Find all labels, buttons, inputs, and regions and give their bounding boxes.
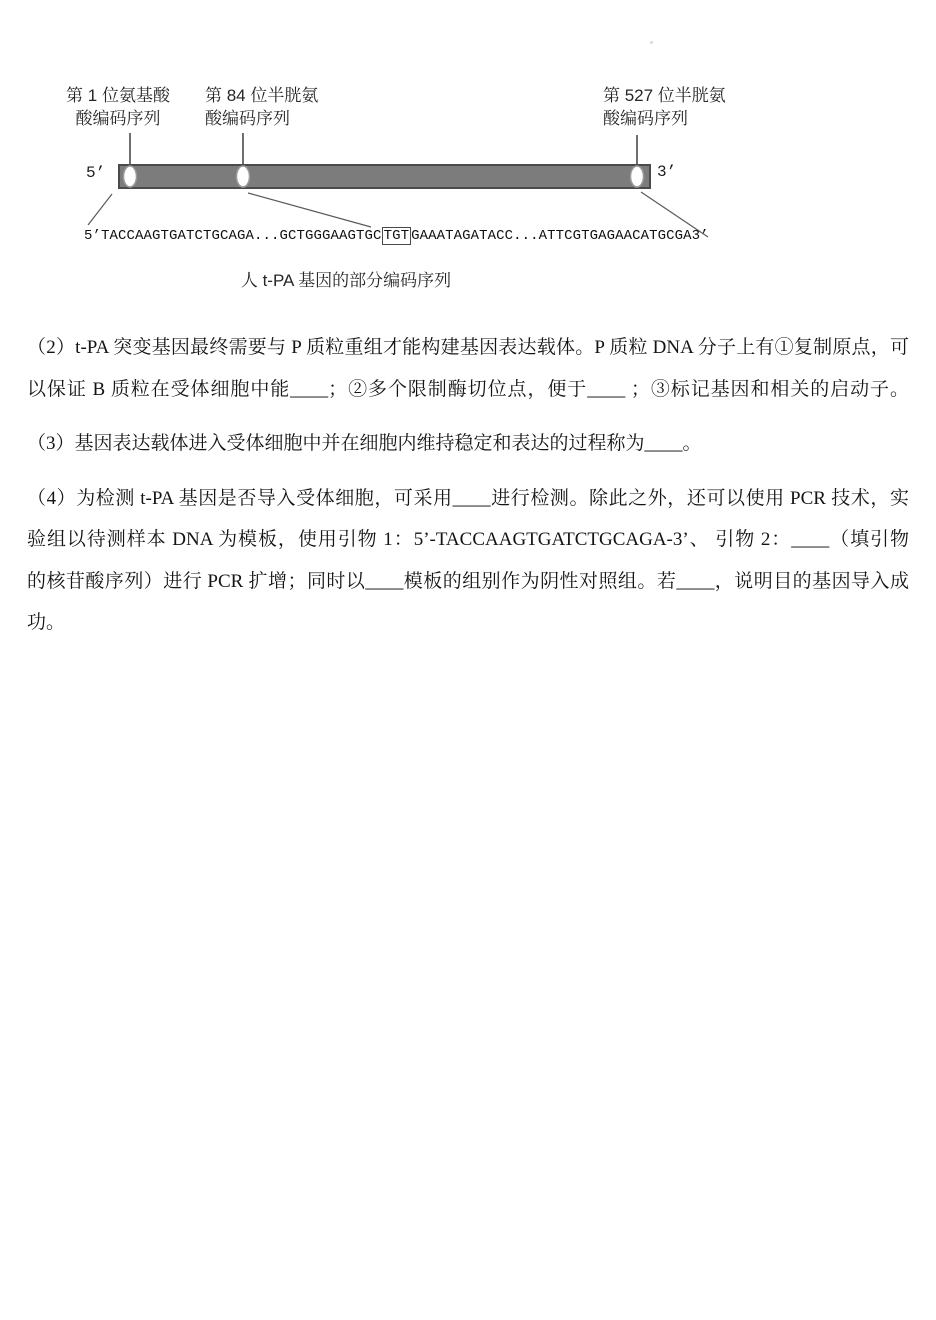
question-2 [27, 327, 909, 410]
question-4 [27, 478, 909, 644]
stray-mark [650, 41, 653, 44]
sequence-prefix: 5’TACCAAGTGATCTGCAGA...GCTGGGAAGTGC [84, 228, 382, 244]
question-2-line-1: （2）t-PA 突变基因最终需要与 P 质粒重组才能构建基因表达载体。P 质粒 DNA 分子上有①复制原点，可 [27, 337, 909, 358]
codon-site-2 [237, 166, 250, 187]
codon-site-3 [631, 166, 644, 187]
gene-bar [119, 165, 650, 188]
question-4-line-1: （4）为检测 t-PA 基因是否导入受体细胞，可采用____进行检测。除此之外，还可以使用 PCR 技术，实 [27, 487, 909, 509]
leader-line-1 [88, 194, 112, 225]
question-4-line-4: 功。 [27, 612, 66, 633]
question-2-line-2: 以保证 B 质粒在受体细胞中能____；②多个限制酶切位点，便于____ ；③标记基因和相关的启动子。 [27, 378, 909, 400]
question-4-line-3: 的核苷酸序列）进行 PCR 扩增；同时以____模板的组别作为阴性对照组。若____，说明目的基因导入成 [27, 570, 909, 592]
leader-line-2 [248, 193, 371, 227]
label-amino-acid-1 [48, 84, 188, 130]
sequence-suffix: GAAATAGATACC...ATTCGTGAGAACATGCGA3’ [411, 228, 709, 244]
label-line: 酸编码序列 [75, 109, 161, 128]
question-3-line-1: （3）基因表达载体进入受体细胞中并在细胞内维持稳定和表达的过程称为____。 [27, 433, 702, 454]
label-line: 第 1 位氨基酸 [66, 86, 170, 105]
label-cysteine-527 [603, 84, 726, 130]
boxed-codon: TGT [383, 228, 410, 244]
label-line: 第 84 位半胱氨 [205, 86, 319, 105]
label-cysteine-84 [205, 84, 318, 130]
label-line: 酸编码序列 [205, 109, 290, 128]
gene-structure-figure [0, 0, 936, 312]
codon-site-1 [124, 166, 137, 187]
figure-caption: 人 t-PA 基因的部分编码序列 [240, 271, 452, 290]
dna-sequence [84, 228, 709, 244]
three-prime-label: 3’ [657, 163, 677, 181]
question-3 [27, 423, 909, 465]
label-line: 酸编码序列 [603, 109, 688, 128]
question-text [27, 327, 909, 657]
label-line: 第 527 位半胱氨 [603, 86, 726, 105]
question-4-line-2: 验组以待测样本 DNA 为模板，使用引物 1：5’-TACCAAGTGATCTGCAGA-3’、 引物 2：____（填引物 [27, 529, 909, 550]
five-prime-label: 5’ [86, 164, 106, 182]
